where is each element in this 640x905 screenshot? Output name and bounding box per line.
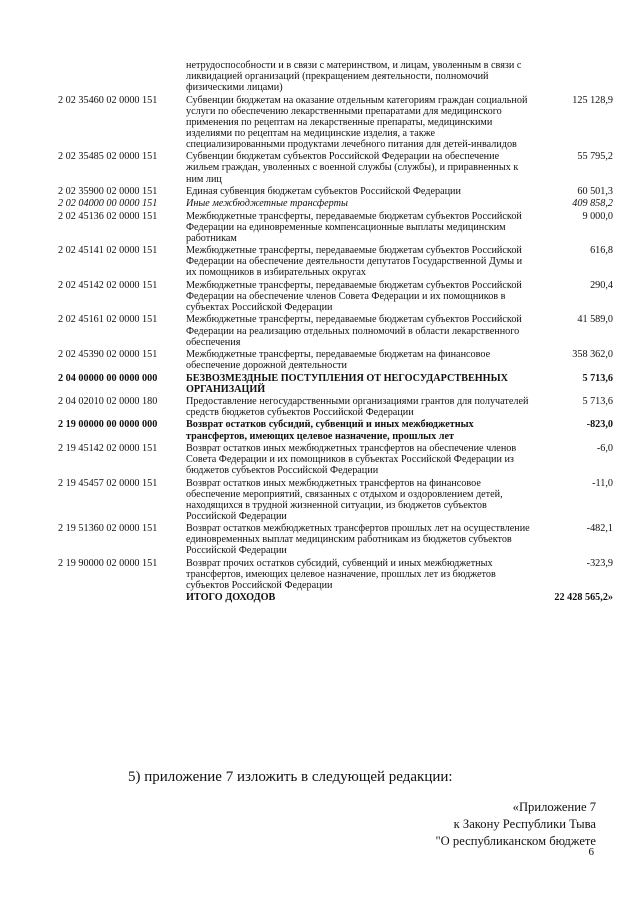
row-sum: 290,4 [590, 279, 613, 291]
row-sum [531, 60, 613, 95]
row-name: Возврат остатков иных межбюджетных трансфертов на финансовое обеспечение мероприятий, связанных с отдыхом и оздоровлением детей, находящихся в трудной жизненной ситуации, из бюджетов субъектов Российской Федерации [186, 477, 503, 522]
row-sum: -323,9 [586, 557, 613, 569]
row-name: Возврат прочих остатков субсидий, субвенций и иных межбюджетных трансфертов, имеющих целевое назначение, прошлых лет из бюджетов субъектов Российской Федерации [186, 557, 496, 591]
row-code [58, 592, 186, 604]
row-name: Межбюджетные трансферты, передаваемые бюджетам субъектов Российской Федерации на обеспечение деятельности депутатов Государственной Думы и их помощников в избирательных округах [186, 245, 523, 279]
row-code: 2 02 45161 02 0000 151 [58, 314, 158, 326]
table-row [58, 198, 613, 210]
row-code: 2 02 35460 02 0000 151 [58, 94, 158, 106]
row-code: 2 02 45142 02 0000 151 [58, 279, 158, 291]
row-code: 2 02 04000 00 0000 151 [58, 198, 158, 210]
row-sum: -11,0 [592, 477, 613, 489]
row-name: Единая субвенция бюджетам субъектов Российской Федерации [186, 185, 461, 197]
table-row [58, 349, 613, 372]
table-row [58, 60, 613, 95]
table-row [58, 186, 613, 198]
row-code: 2 04 02010 02 0000 180 [58, 395, 158, 407]
row-code: 2 02 35900 02 0000 151 [58, 185, 158, 197]
row-sum: -482,1 [586, 523, 613, 535]
row-sum: 55 795,2 [577, 151, 613, 163]
row-sum: 60 501,3 [577, 185, 613, 197]
table-row [58, 280, 613, 315]
table-row [58, 443, 613, 478]
row-name: Субвенции бюджетам субъектов Российской Федерации на обеспечение жильем граждан, уволенных с военной службы (службы), и приравненных к ним лиц [186, 151, 519, 185]
revenue-table [58, 60, 613, 605]
row-sum: 9 000,0 [582, 210, 613, 222]
table-row [58, 373, 613, 396]
appendix-line-3: "О республиканском бюджете [435, 834, 596, 848]
row-code: 2 02 45141 02 0000 151 [58, 245, 158, 257]
row-code: 2 19 45142 02 0000 151 [58, 442, 158, 454]
row-name: БЕЗВОЗМЕЗДНЫЕ ПОСТУПЛЕНИЯ ОТ НЕГОСУДАРСТВЕННЫХ ОРГАНИЗАЦИЙ [186, 372, 508, 395]
table-row [58, 151, 613, 186]
table-row [58, 314, 613, 349]
row-code: 2 02 45390 02 0000 151 [58, 349, 158, 361]
row-sum: 358 362,0 [572, 349, 613, 361]
row-name: Межбюджетные трансферты, передаваемые бюджетам субъектов Российской Федерации на единовременные компенсационные выплаты медицинским работникам [186, 210, 522, 244]
table-row [58, 419, 613, 442]
row-name: нетрудоспособности и в связи с материнством, и лицам, уволенным в связи с ликвидацией организаций (прекращением деятельности, полномочий физическими лицами) [186, 60, 522, 94]
row-name: Иные межбюджетные трансферты [186, 198, 348, 210]
row-sum: 22 428 565,2» [554, 592, 613, 604]
row-code: 2 04 00000 00 0000 000 [58, 372, 158, 384]
table-row [58, 245, 613, 280]
row-name: Возврат остатков иных межбюджетных трансфертов на обеспечение членов Совета Федерации и их помощников в субъектах Российской Федерации из бюджетов субъектов Российской Федерации [186, 442, 517, 477]
table-row [58, 396, 613, 419]
row-name: Межбюджетные трансферты, передаваемые бюджетам субъектов Российской Федерации на реализацию отдельных полномочий в области лекарственного обеспечения [186, 314, 522, 348]
row-name: Возврат остатков субсидий, субвенций и иных межбюджетных трансфертов, имеющих целевое назначение, прошлых лет [186, 419, 474, 442]
table-row [58, 523, 613, 558]
row-code [58, 60, 186, 95]
appendix-line-2: к Закону Республики Тыва [453, 817, 596, 831]
row-code: 2 19 00000 00 0000 000 [58, 419, 158, 431]
table-row [58, 478, 613, 524]
row-name: Межбюджетные трансферты, передаваемые бюджетам на финансовое обеспечение дорожной деятельности [186, 349, 491, 372]
page-number: 6 [588, 846, 594, 858]
table-row [58, 558, 613, 593]
row-sum: 409 858,2 [572, 198, 613, 210]
row-sum: 616,8 [590, 245, 613, 257]
row-code: 2 02 45136 02 0000 151 [58, 210, 158, 222]
row-name: Межбюджетные трансферты, передаваемые бюджетам субъектов Российской Федерации на обеспечение членов Совета Федерации и их помощников в субъектах Российской Федерации [186, 279, 522, 314]
row-code: 2 02 35485 02 0000 151 [58, 151, 158, 163]
table-row [58, 592, 613, 604]
revenue-table-body [58, 60, 613, 605]
row-sum: 125 128,9 [572, 94, 613, 106]
table-row [58, 211, 613, 246]
row-name: Предоставление негосударственными организациями грантов для получателей средств бюджетов субъектов Российской Федерации [186, 395, 529, 419]
row-code: 2 19 90000 02 0000 151 [58, 557, 158, 569]
item-5-paragraph: 5) приложение 7 изложить в следующей редакции: [128, 769, 453, 785]
row-sum: 5 713,6 [582, 372, 613, 384]
appendix-header [436, 799, 596, 850]
row-sum: -6,0 [596, 442, 613, 454]
table-row [58, 95, 613, 152]
row-sum: -823,0 [586, 419, 613, 431]
row-name: Возврат остатков межбюджетных трансфертов прошлых лет на осуществление единовременных выплат медицинским работникам из бюджетов субъектов Российской Федерации [186, 523, 530, 557]
row-sum: 5 713,6 [582, 395, 613, 407]
row-name: Субвенции бюджетам на оказание отдельным категориям граждан социальной услуги по обеспечению лекарственными препаратами для медицинского применения по рецептам на лекарственные препараты, медицинскими изделиями по рецептам на медицинские изделия, а также специализированными продуктами лечебного питания для детей-инвалидов [186, 94, 528, 150]
appendix-line-1: «Приложение 7 [512, 800, 596, 814]
row-sum: 41 589,0 [577, 314, 613, 326]
row-code: 2 19 51360 02 0000 151 [58, 523, 158, 535]
row-code: 2 19 45457 02 0000 151 [58, 477, 158, 489]
row-name: ИТОГО ДОХОДОВ [186, 592, 276, 604]
